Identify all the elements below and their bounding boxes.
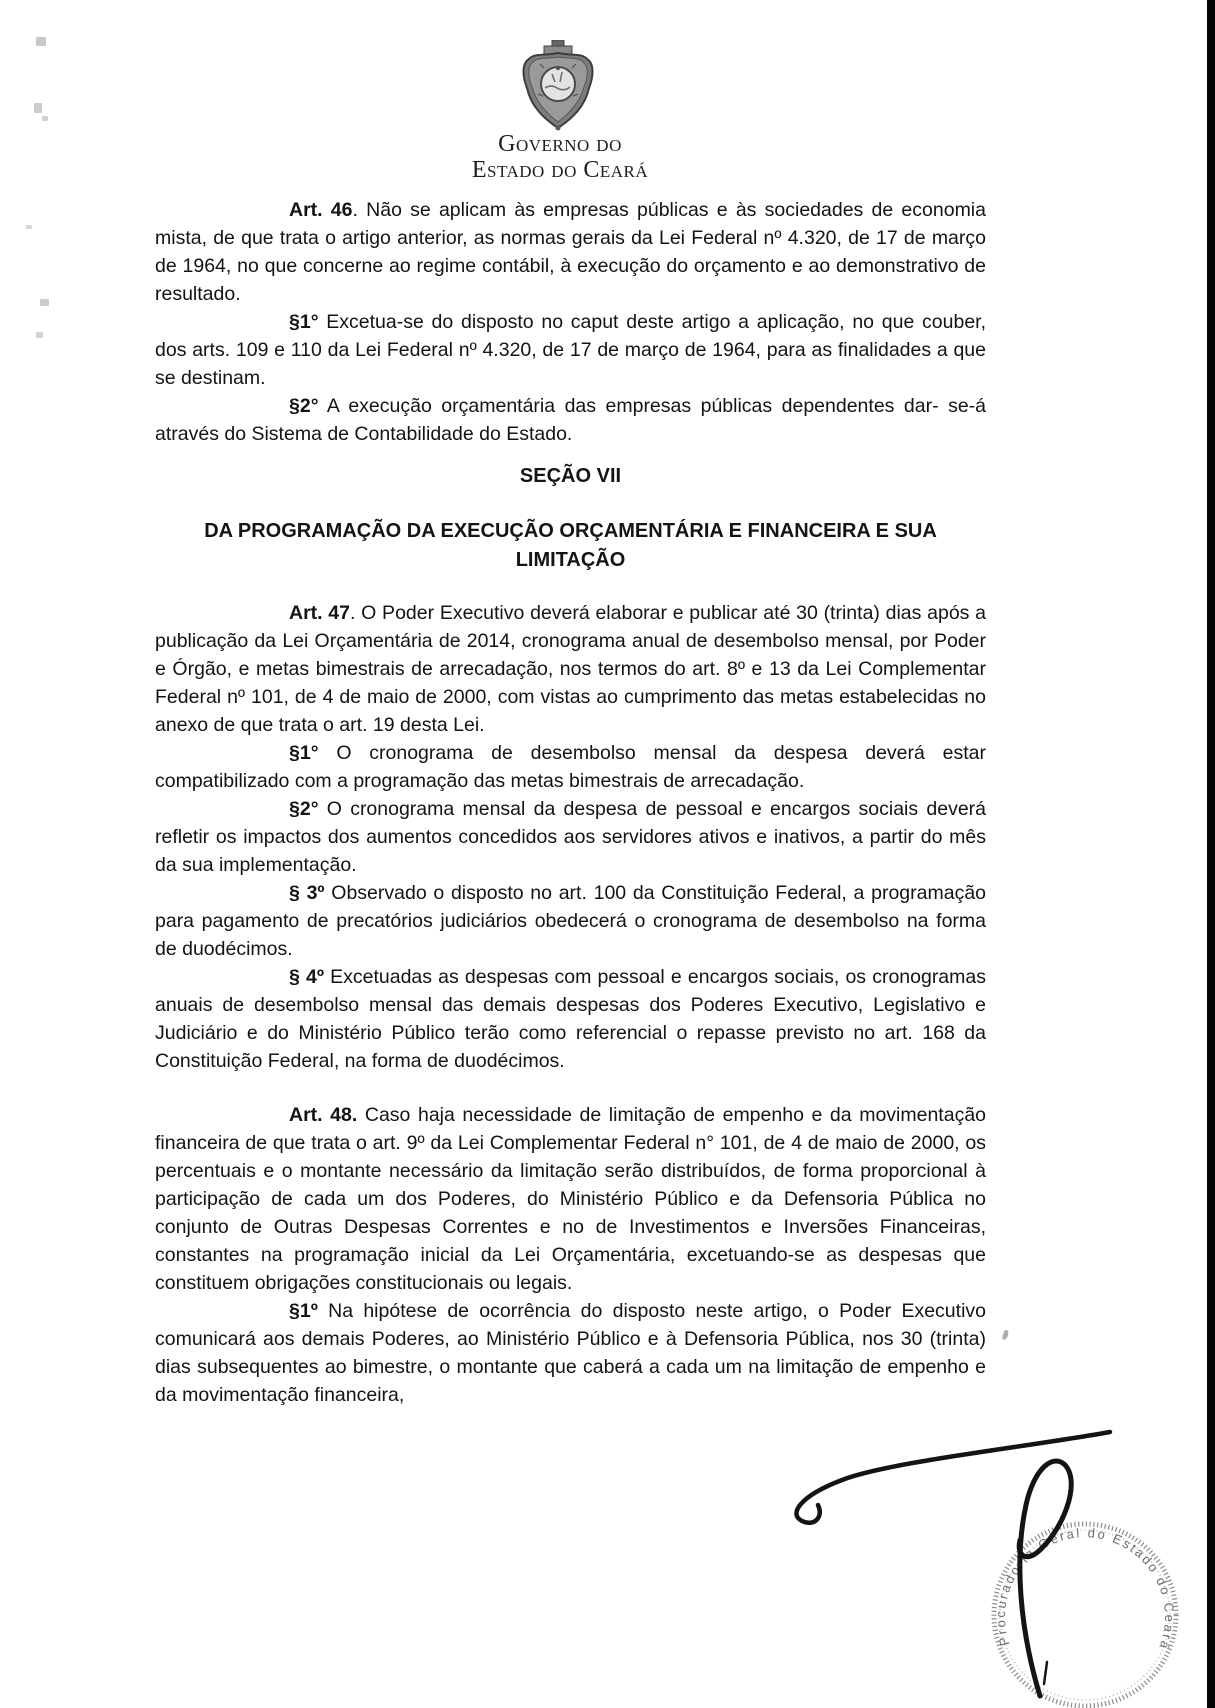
scan-speck bbox=[36, 37, 46, 46]
paragraph-art-46: Art. 46. Não se aplicam às empresas públicas e às sociedades de economia mista, de que trata o artigo anterior, as normas gerais da Lei Federal nº 4.320, de 17 de março de 1964, no que concerne ao regime contábil, à execução do orçamento e ao demonstrativo de resultado. bbox=[155, 199, 986, 305]
section-title: DA PROGRAMAÇÃO DA EXECUÇÃO ORÇAMENTÁRIA E FINANCEIRA E SUA LIMITAÇÃO bbox=[204, 520, 937, 571]
header-line1: Governo do bbox=[498, 131, 622, 157]
paragraph-art48-s1: §1º Na hipótese de ocorrência do disposto neste artigo, o Poder Executivo comunicará aos demais Poderes, ao Ministério Público e à Defensoria Pública, nos 30 (trinta) dias subsequentes ao bimestre, o montante que caberá a cada um na limitação de empenho e da movimentação financeira, bbox=[155, 1300, 986, 1406]
document-body bbox=[155, 196, 986, 1409]
scan-speck bbox=[40, 299, 49, 306]
paragraph-symbol: §1° bbox=[289, 311, 319, 333]
scan-speck bbox=[26, 225, 32, 229]
paragraph-art47-s1: §1° O cronograma de desembolso mensal da despesa deverá estar compatibilizado com a programação das metas bimestrais de arrecadação. bbox=[155, 742, 987, 792]
paragraph-art47-s2: §2° O cronograma mensal da despesa de pessoal e encargos sociais deverá refletir os impactos dos aumentos concedidos aos servidores ativos e inativos, a partir do mês da sua implementação. bbox=[155, 798, 986, 876]
ceara-coat-of-arms-icon bbox=[516, 40, 600, 134]
paragraph-art46-s2: §2° A execução orçamentária das empresas públicas dependentes dar- se-á através do Sistema de Contabilidade do Estado. bbox=[155, 395, 986, 445]
paragraph-art46-s1: §1° Excetua-se do disposto no caput deste artigo a aplicação, no que couber, dos arts. 109 e 110 da Lei Federal nº 4.320, de 17 de março de 1964, para as finalidades a que se destinam. bbox=[155, 311, 986, 389]
scan-speck bbox=[36, 332, 43, 338]
article-number: Art. 46 bbox=[289, 199, 353, 221]
paragraph-art47-s4: § 4º Excetuadas as despesas com pessoal e encargos sociais, os cronogramas anuais de desembolso mensal das demais despesas dos Poderes Executivo, Legislativo e Judiciário e do Ministério Público terão como referencial o repasse previsto no art. 168 da Constituição Federal, na forma de duodécimos. bbox=[155, 966, 986, 1072]
article-number: Art. 48. bbox=[289, 1104, 358, 1126]
handwritten-signature-icon bbox=[770, 1400, 1215, 1708]
paragraph-symbol: §2° bbox=[289, 798, 319, 820]
government-header bbox=[0, 131, 1120, 183]
stamp-text: Procuradoria Geral do Estado do Ceará bbox=[992, 1525, 1178, 1653]
section-label: SEÇÃO VII bbox=[519, 465, 622, 487]
paragraph-art47-s3: § 3º Observado o disposto no art. 100 da Constituição Federal, a programação para pagamento de precatórios judiciários obedecerá o cronograma de desembolso na forma de duodécimos. bbox=[155, 882, 987, 960]
scan-speck bbox=[34, 103, 42, 113]
header-line2: Estado do Ceará bbox=[471, 157, 649, 183]
svg-text:Procuradoria Geral do Estado d bbox=[993, 1525, 1177, 1653]
article-number: Art. 47 bbox=[289, 602, 351, 624]
paragraph-symbol: §1º bbox=[289, 1300, 318, 1322]
paragraph-symbol: § 4º bbox=[289, 966, 324, 988]
scan-speck bbox=[1002, 1329, 1010, 1340]
procuradoria-stamp-icon bbox=[952, 1498, 1215, 1708]
paragraph-art-48: Art. 48. Caso haja necessidade de limitação de empenho e da movimentação financeira de que trata o art. 9º da Lei Complementar Federal n° 101, de 4 de maio de 2000, os percentuais e o montante necessário da limitação serão distribuídos, de forma proporcional à participação de cada um dos Poderes, do Ministério Público e da Defensoria Pública no conjunto de Outras Despesas Correntes e no de Investimentos e Inversões Financeiras, constantes na programação inicial da Lei Orçamentária, excetuando-se as despesas que constituem obrigações constitucionais ou legais. bbox=[155, 1104, 987, 1294]
paragraph-art-47: Art. 47. O Poder Executivo deverá elaborar e publicar até 30 (trinta) dias após a publicação da Lei Orçamentária de 2014, cronograma anual de desembolso mensal, por Poder e Órgão, e metas bimestrais de arrecadação, nos termos do art. 8º e 13 da Lei Complementar Federal nº 101, de 4 de maio de 2000, com vistas ao cumprimento das metas estabelecidas no anexo de que trata o art. 19 desta Lei. bbox=[155, 602, 986, 736]
scan-edge-line bbox=[1207, 0, 1215, 1708]
scan-speck bbox=[42, 116, 48, 121]
paragraph-symbol: §1° bbox=[289, 742, 319, 764]
paragraph-symbol: § 3º bbox=[289, 882, 325, 904]
paragraph-symbol: §2° bbox=[289, 395, 319, 417]
